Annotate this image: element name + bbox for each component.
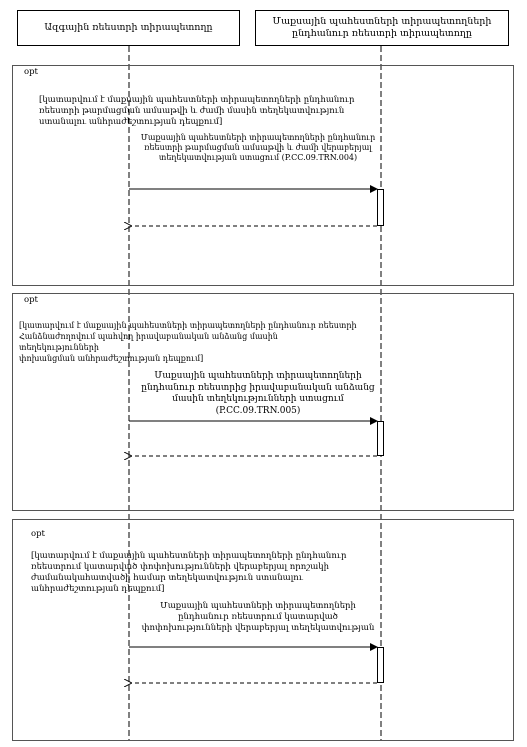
guard-condition-2: [կատարվում է մաքսային պահեստների տիրապետողների ընդհանուր ռեեստրի Հանձնաժողովում պահվող իրավաբանական անձանց մասին տեղեկությունների փոխանցման անհրաժեշտության դեպքում] xyxy=(19,321,357,363)
participant-national-registry-owner: Ազգային ռեեստրի տիրապետողը xyxy=(17,10,240,46)
opt-label: opt xyxy=(24,67,38,77)
guard-condition-1: [կատարվում է մաքսային պահեստների տիրապետողների ընդհանուր ռեեստրի թարմացման ամսաթվի և ժամի մասին տեղեկատվություն ստանալու անհրաժեշտության դեպքում] xyxy=(39,95,355,127)
opt-label: opt xyxy=(24,295,38,305)
activation-bar-2 xyxy=(377,421,384,456)
message-label-2: Մաքսային պահեստների տիրապետողների ընդհանուր ռեեստրից իրավաբանական անձանց մասին տեղեկությունների ստացում (P.CC.09.TRN.005) xyxy=(141,371,375,416)
activation-bar-3 xyxy=(377,647,384,683)
activation-bar-1 xyxy=(377,189,384,226)
opt-label: opt xyxy=(31,529,45,539)
participant-general-registry-owner: Մաքսային պահեստների տիրապետողների ընդհանուր ռեեստրի տիրապետողը xyxy=(255,10,509,46)
message-label-3: Մաքսային պահեստների տիրապետողների ընդհանուր ռեեստրում կատարված փոփոխությունների վերաբերյալ տեղեկատվության xyxy=(141,601,375,633)
message-label-1: Մաքսային պահեստների տիրապետողների ընդհանուր ռեեստրի թարմացման ամսաթվի և ժամի վերաբերյալ տեղեկատվության ստացում (P.CC.09.TRN.004) xyxy=(140,133,376,162)
guard-condition-3: [կատարվում է մաքսային պահեստների տիրապետողների ընդհանուր ռեեստրում կատարված փոփոխությունների վերաբերյալ որոշակի ժամանակահատվածի համար տեղեկատվություն ստանալու անհրաժեշտության դեպքում] xyxy=(31,551,347,594)
